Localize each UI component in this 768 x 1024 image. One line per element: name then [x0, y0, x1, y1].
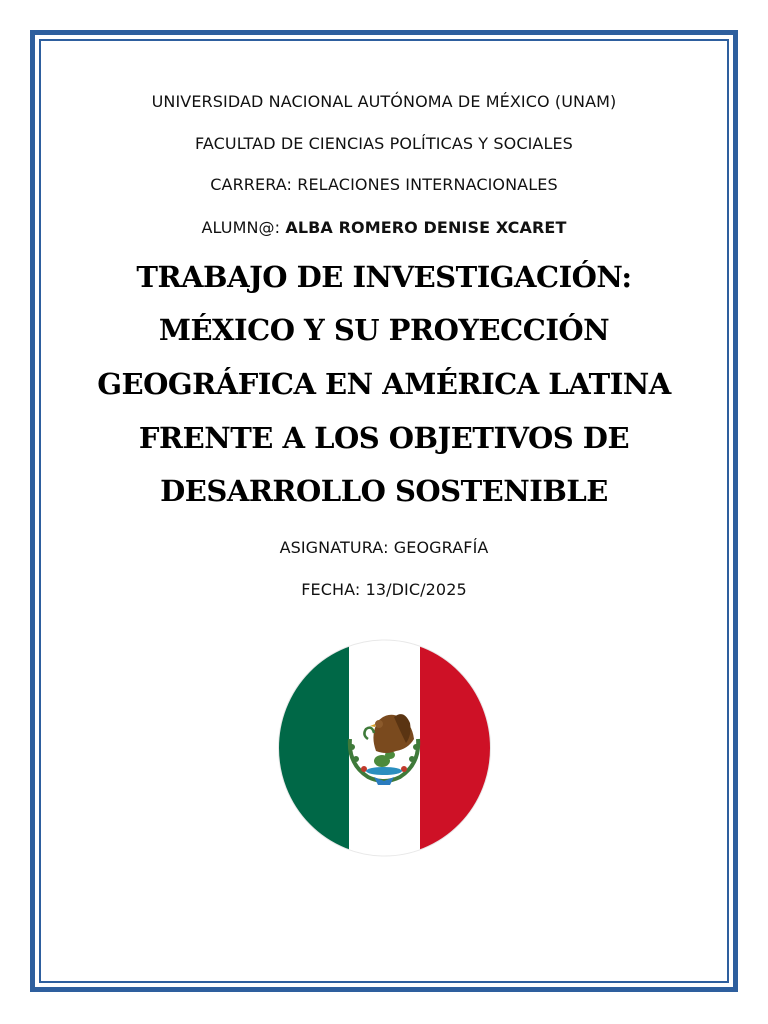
faculty-name: FACULTAD DE CIENCIAS POLÍTICAS Y SOCIALES — [195, 134, 573, 153]
title-line-1: TRABAJO DE INVESTIGACIÓN: — [136, 260, 632, 294]
subject-line: ASIGNATURA: GEOGRAFÍA — [279, 538, 489, 557]
flag-red-stripe — [420, 639, 491, 857]
student-line — [50, 218, 718, 237]
title-line-2: MÉXICO Y SU PROYECCIÓN — [158, 313, 610, 347]
career-name: CARRERA: RELACIONES INTERNACIONALES — [210, 175, 558, 194]
student-label: ALUMN@: — [201, 218, 286, 237]
university-name: UNIVERSIDAD NACIONAL AUTÓNOMA DE MÉXICO (UNAM) — [151, 92, 617, 111]
title-line-3: GEOGRÁFICA EN AMÉRICA LATINA — [97, 367, 671, 401]
date-line: FECHA: 13/DIC/2025 — [301, 580, 467, 599]
student-name: ALBA ROMERO DENISE XCARET — [285, 218, 567, 237]
mexico-flag-circle-icon — [278, 639, 491, 857]
title-line-5: DESARROLLO SOSTENIBLE — [160, 474, 608, 508]
title-line-4: FRENTE A LOS OBJETIVOS DE — [138, 421, 630, 455]
flag-green-stripe — [278, 639, 349, 857]
